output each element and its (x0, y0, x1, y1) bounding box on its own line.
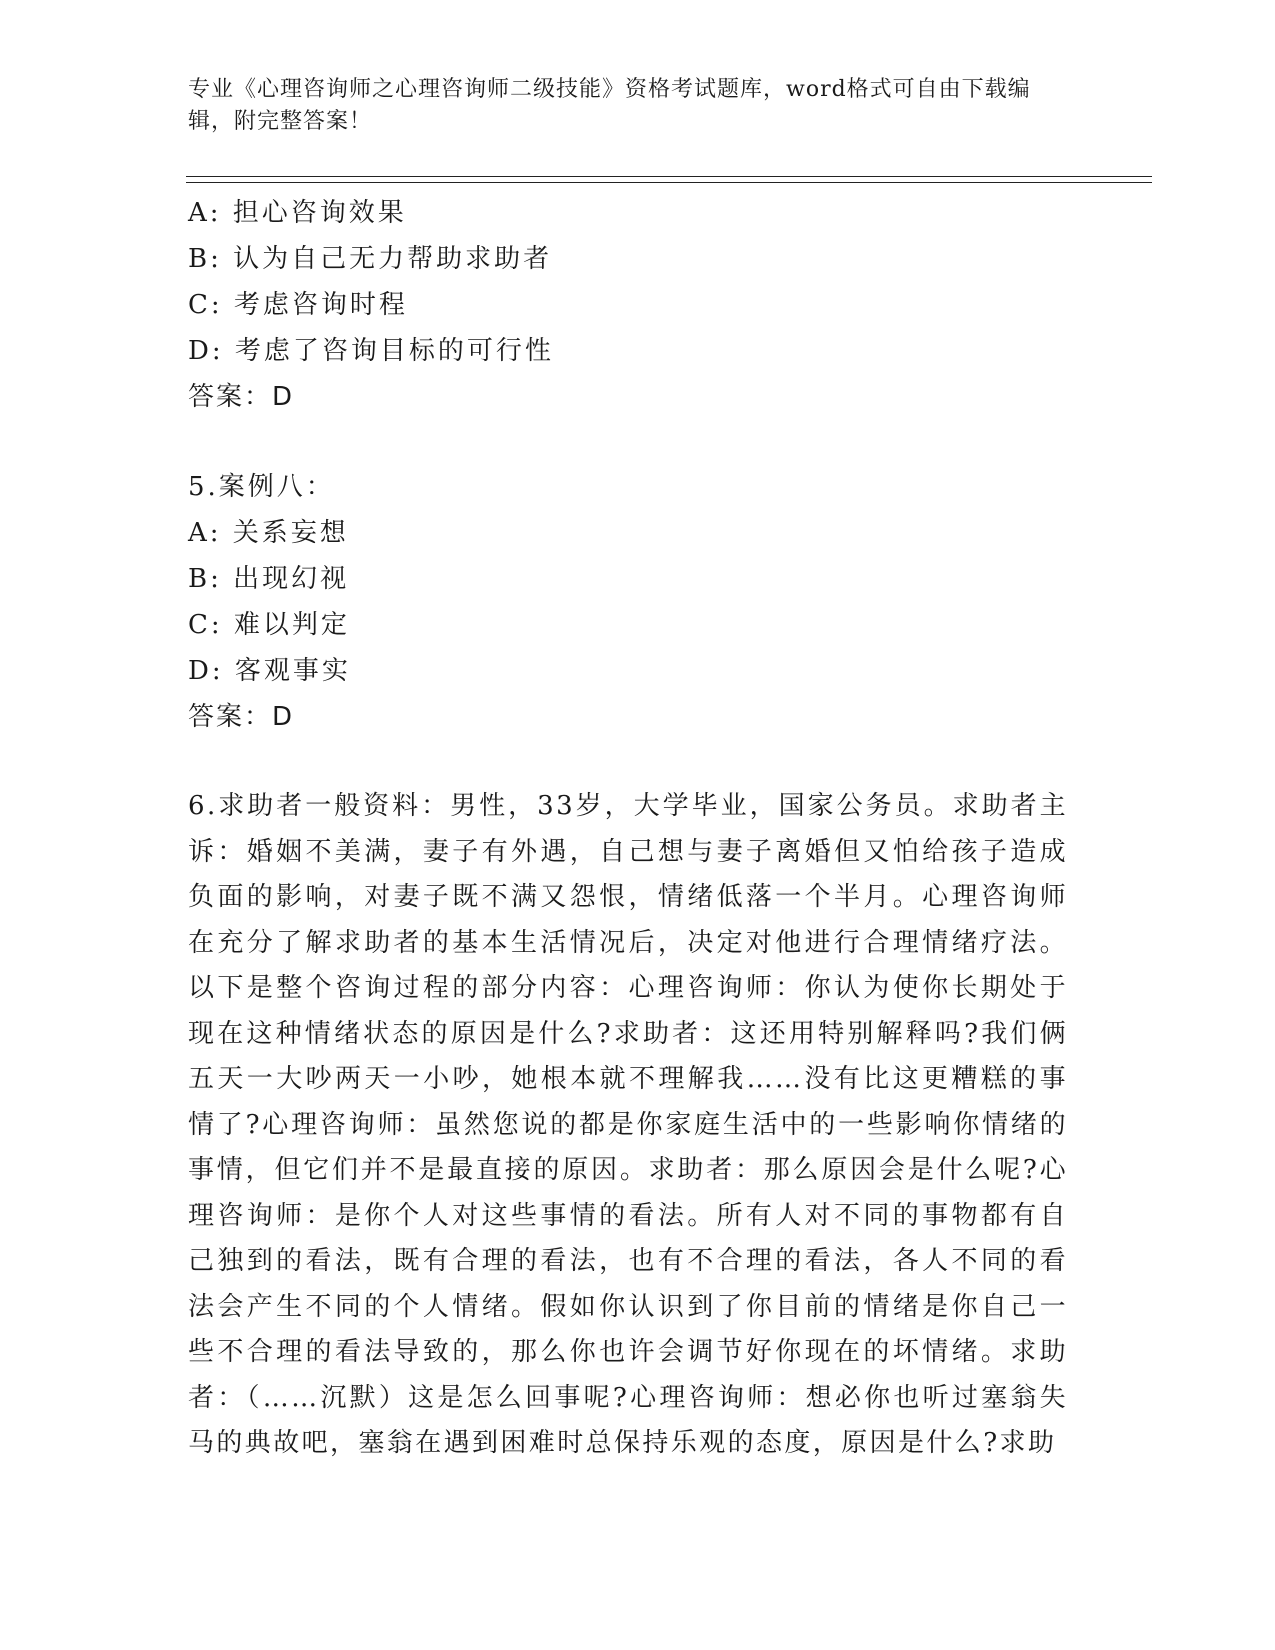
option-b: B: 出现幻视 (188, 564, 350, 594)
document-body (188, 190, 1068, 1467)
option-d: D: 客观事实 (188, 656, 351, 686)
option-a: A: 关系妄想 (188, 518, 349, 548)
spacer (188, 420, 1068, 464)
question-4-block (188, 190, 1068, 420)
spacer (188, 740, 1068, 784)
option-c: C: 难以判定 (188, 610, 350, 640)
question-6-block (188, 784, 1068, 1467)
option-a: A: 担心咨询效果 (188, 198, 407, 228)
page-header: 专业《心理咨询师之心理咨询师二级技能》资格考试题库，word格式可自由下载编辑，附完整答案！ (188, 77, 1031, 134)
option-c: C: 考虑咨询时程 (188, 290, 408, 320)
case-description: 6.求助者一般资料：男性，33岁，大学毕业，国家公务员。求助者主诉：婚姻不美满，妻子有外遇，自己想与妻子离婚但又怕给孩子造成负面的影响，对妻子既不满又怨恨，情绪低落一个半月。心理咨询师在充分了解求助者的基本生活情况后，决定对他进行合理情绪疗法。以下是整个咨询过程的部分内容：心理咨询师：你认为使你长期处于现在这种情绪状态的原因是什么?求助者：这还用特别解释吗?我们俩五天一大吵两天一小吵，她根本就不理解我……没有比这更糟糕的事情了?心理咨询师：虽然您说的都是你家庭生活中的一些影响你情绪的事情，但它们并不是最直接的原因。求助者：那么原因会是什么呢?心理咨询师：是你个人对这些事情的看法。所有人对不同的事物都有自己独到的看法，既有合理的看法，也有不合理的看法，各人不同的看法会产生不同的个人情绪。假如你认识到了你目前的情绪是你自己一些不合理的看法导致的，那么你也许会调节好你现在的坏情绪。求助者：（……沉默）这是怎么回事呢?心理咨询师：想必你也听过塞翁失马的典故吧，塞翁在遇到困难时总保持乐观的态度，原因是什么?求助 (188, 791, 1068, 1458)
header-divider (186, 176, 1152, 183)
option-b: B: 认为自己无力帮助求助者 (188, 244, 553, 274)
question-5-block (188, 464, 1068, 740)
option-d: D: 考虑了咨询目标的可行性 (188, 336, 554, 366)
question-title: 5.案例八： (188, 472, 335, 502)
answer-line: 答案：D (188, 702, 295, 732)
answer-line: 答案：D (188, 382, 295, 412)
